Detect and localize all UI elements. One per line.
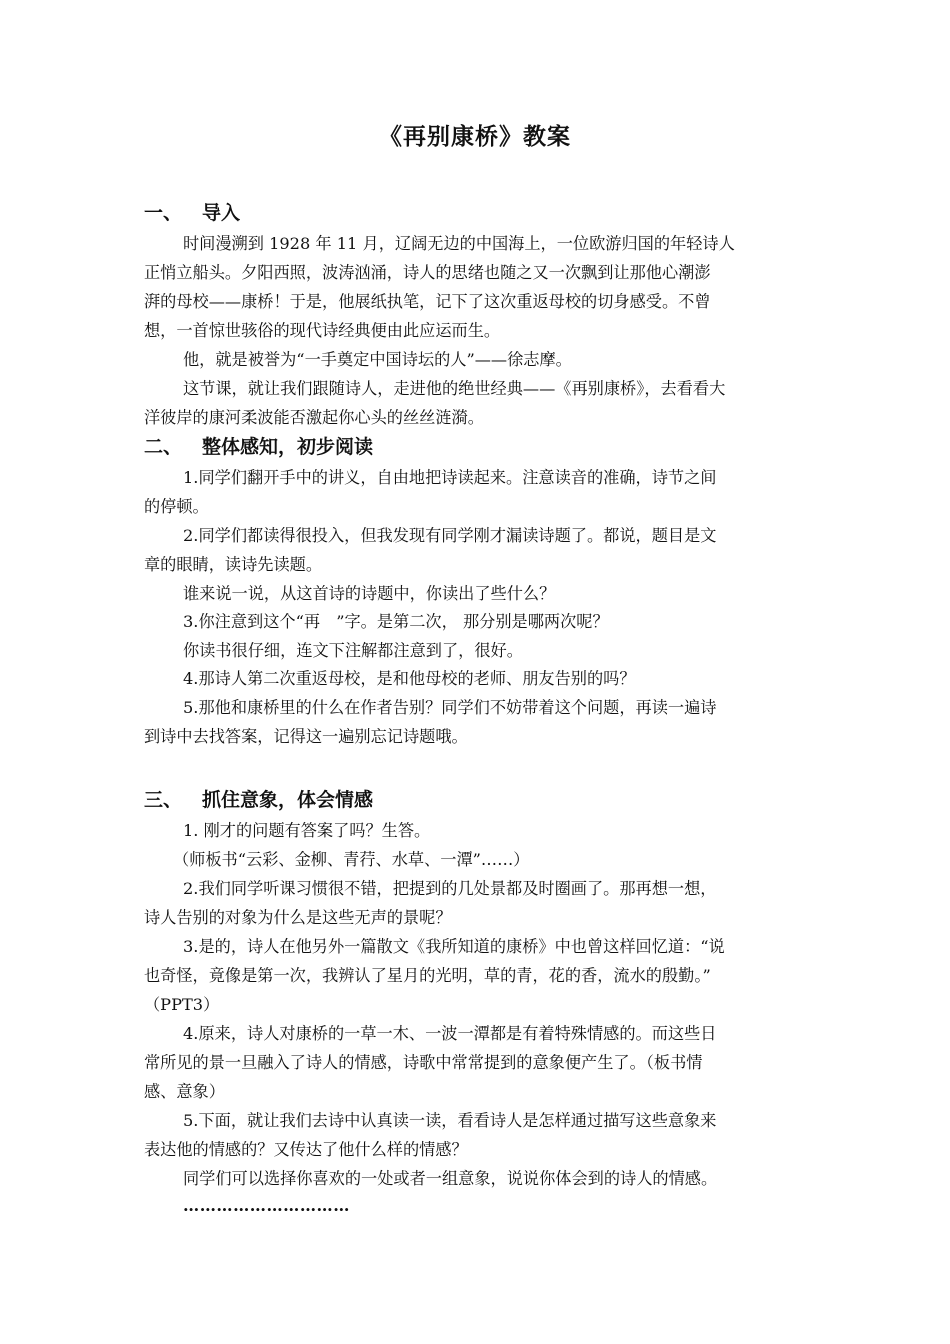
text-line: 洋彼岸的康河柔波能否激起你心头的丝丝涟漪。 — [144, 408, 484, 427]
text-line: 3.是的，诗人在他另外一篇散文《我所知道的康桥》中也曾这样回忆道：“说 — [183, 937, 725, 956]
paragraph — [144, 932, 808, 1019]
paragraph — [144, 463, 808, 521]
section-title: 导入 — [202, 202, 241, 224]
text-line: 湃的母校——康桥！于是，他展纸执笔，记下了这次重返母校的切身感受。不曾 — [144, 292, 711, 311]
text-line: 1.同学们翻开手中的讲义，自由地把诗读起来。注意读音的准确，诗节之间 — [183, 468, 717, 487]
paragraph — [144, 1164, 808, 1193]
text-line: 诗人告别的对象为什么是这些无声的景呢？ — [144, 908, 452, 927]
section-heading-imagery — [144, 787, 373, 813]
text-line: 2.我们同学听课习惯很不错，把提到的几处景都及时圈画了。那再想一想， — [183, 879, 717, 898]
paragraph — [144, 693, 808, 751]
text-line: 的停顿。 — [144, 497, 209, 516]
text-line: 1. 刚才的问题有答案了吗？生答。 — [183, 821, 431, 840]
text-line: 到诗中去找答案，记得这一遍别忘记诗题哦。 — [144, 727, 468, 746]
paragraph — [144, 579, 808, 608]
section-number: 一、 — [144, 202, 183, 224]
text-line: 5.那他和康桥里的什么在作者告别？同学们不妨带着这个问题，再读一遍诗 — [183, 698, 717, 717]
document-title: 《再别康桥》教案 — [379, 124, 571, 150]
text-line: 4.那诗人第二次重返母校，是和他母校的老师、朋友告别的吗？ — [183, 669, 636, 688]
section-heading-intro — [144, 200, 240, 226]
paragraph — [144, 521, 808, 579]
text-line: 5.下面，就让我们去诗中认真读一读，看看诗人是怎样通过描写这些意象来 — [183, 1111, 717, 1130]
section-title: 整体感知，初步阅读 — [202, 436, 374, 458]
paragraph — [144, 664, 808, 693]
text-line: 想，一首惊世骇俗的现代诗经典便由此应运而生。 — [144, 321, 501, 340]
text-line: 常所见的景一旦融入了诗人的情感，诗歌中常常提到的意象便产生了。（板书情 — [144, 1053, 703, 1072]
section-number: 三、 — [144, 789, 183, 811]
text-line: 4.原来，诗人对康桥的一草一木、一波一潭都是有着特殊情感的。而这些日 — [183, 1024, 717, 1043]
ellipsis-line: ………………………… — [183, 1196, 350, 1215]
paragraph — [144, 1106, 808, 1164]
paragraph — [144, 816, 808, 845]
paragraph — [144, 374, 808, 432]
text-line: 表达他的情感的？又传达了他什么样的情感？ — [144, 1140, 468, 1159]
paragraph — [144, 1019, 808, 1106]
paragraph — [144, 607, 808, 636]
text-line: （师板书“云彩、金柳、青荇、水草、一潭”……） — [173, 850, 530, 869]
text-line: 你读书很仔细，连文下注解都注意到了，很好。 — [183, 641, 523, 660]
section-heading-overview — [144, 434, 373, 460]
paragraph — [144, 845, 808, 874]
text-line: 章的眼睛，读诗先读题。 — [144, 555, 323, 574]
paragraph — [144, 345, 808, 374]
paragraph — [144, 1191, 808, 1220]
paragraph — [144, 874, 808, 932]
text-line: 同学们可以选择你喜欢的一处或者一组意象，说说你体会到的诗人的情感。 — [183, 1169, 718, 1188]
text-line: 谁来说一说，从这首诗的诗题中，你读出了些什么？ — [183, 584, 556, 603]
section-title: 抓住意象，体会情感 — [202, 789, 374, 811]
text-line: 2.同学们都读得很投入，但我发现有同学刚才漏读诗题了。都说，题目是文 — [183, 526, 717, 545]
text-line: 时间漫溯到 1928 年 11 月，辽阔无边的中国海上，一位欧游归国的年轻诗人 — [183, 234, 735, 253]
text-line: 也奇怪，竟像是第一次，我辨认了星月的光明，草的青，花的香，流水的殷勤。” — [144, 966, 711, 985]
text-line: 这节课，就让我们跟随诗人，走进他的绝世经典——《再别康桥》，去看看大 — [183, 379, 726, 398]
text-line: 他，就是被誉为“一手奠定中国诗坛的人”——徐志摩。 — [183, 350, 572, 369]
text-line: 正悄立船头。夕阳西照，波涛汹涌，诗人的思绪也随之又一次飘到让那他心潮澎 — [144, 263, 711, 282]
paragraph — [144, 229, 808, 345]
section-number: 二、 — [144, 436, 183, 458]
text-line: 3.你注意到这个“再 ”字。是第二次， 那分别是哪两次呢？ — [183, 612, 609, 631]
text-line: （PPT3） — [144, 995, 220, 1014]
paragraph — [144, 636, 808, 665]
text-line: 感、意象） — [144, 1082, 225, 1101]
